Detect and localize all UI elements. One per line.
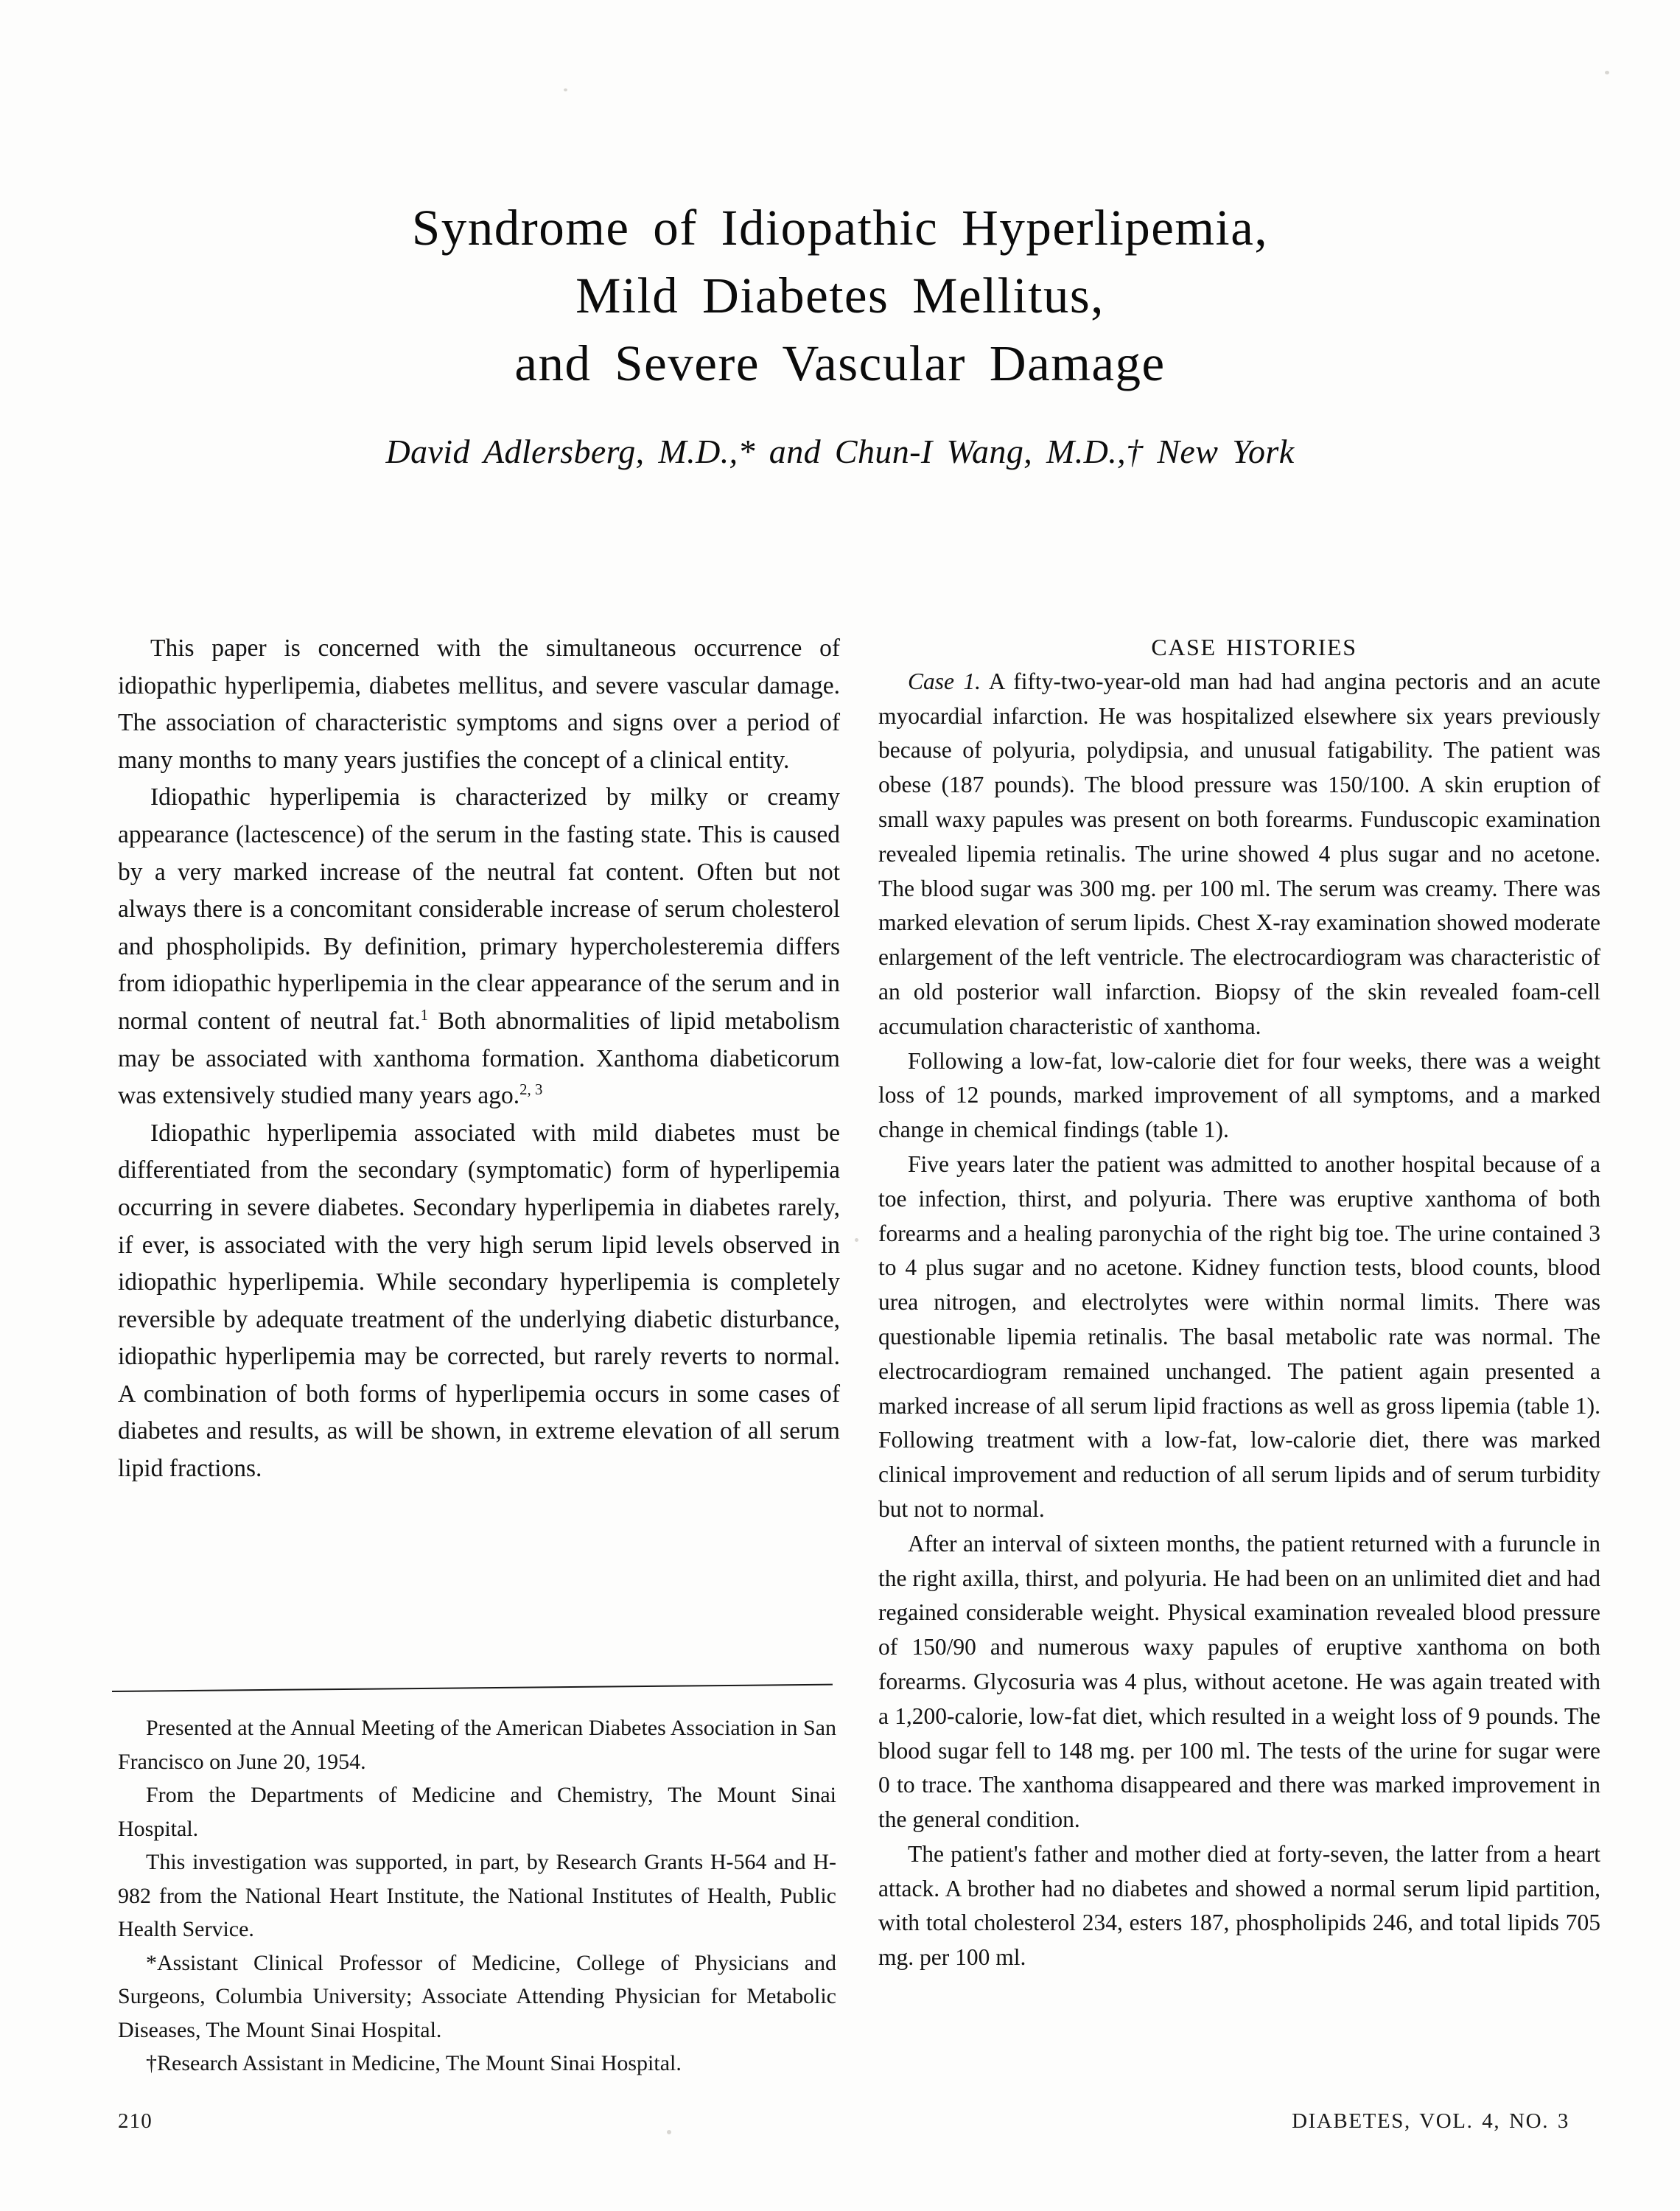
body-paragraph: The patient's father and mother died at forty-seven, the latter from a heart attack. A brother had no diabetes and showed a normal serum lipid partition, with total cholesterol 234, esters 187, phospholipids 246, and total lipids 705 mg. per 100 ml. — [878, 1840, 1600, 1971]
scan-speck — [564, 88, 567, 91]
case-label: Case 1. — [908, 668, 981, 694]
scan-speck — [1605, 71, 1609, 74]
section-heading-case-histories: CASE HISTORIES — [1151, 634, 1357, 660]
paragraph-text-part: Idiopathic hyperlipemia is characterized by milky or creamy appearance (lactescence) of the serum in the fasting state. This is caused by a very marked increase of the neutral fat content. Often but not always there is a concomitant considerable increase of serum cholesterol and phospholipids. By definition, primary hypercholesteremia differs from idiopathic hyperlipemia in the clear appearance of the serum and in normal content of neutral fat. — [118, 783, 840, 1035]
page-title-line-3: and Severe Vascular Damage — [514, 335, 1166, 391]
page-title-line-1: Syndrome of Idiopathic Hyperlipemia, — [411, 200, 1269, 256]
body-paragraph: Following a low-fat, low-calorie diet for four weeks, there was a weight loss of 12 pounds, marked improvement of all symptoms, and a marked change in chemical findings (table 1). — [878, 1047, 1600, 1143]
footnote-marker-1: 1 — [420, 1006, 429, 1024]
paragraph-text-part: Both abnormalities of lipid metabolism may be associated with xanthoma formation. Xanthoma diabeticorum was extensively studied many years ago. — [118, 1007, 840, 1110]
title-block — [111, 200, 1569, 471]
body-paragraph: After an interval of sixteen months, the patient returned with a furuncle in the right axilla, thirst, and polyuria. He had been on an unlimited diet and had regained considerable weight. Physical examination revealed blood pressure of 150/90 and numerous waxy papules of eruptive xanthoma on both forearms. Glycosuria was 4 plus, without acetone. He was again treated with a 1,200-calorie, low-fat diet, which resulted in a weight loss of 9 pounds. The blood sugar fell to 148 mg. per 100 ml. The tests of the urine for sugar were 0 to trace. The xanthoma disappeared and there was marked improvement in the general condition. — [878, 1530, 1600, 1833]
footnote-item: This investigation was supported, in part, by Research Grants H-564 and H-982 from the National Heart Institute, the National Institutes of Health, Public Health Service. — [118, 1850, 836, 1941]
body-paragraph: Idiopathic hyperlipemia associated with mild diabetes must be differentiated from the secondary (symptomatic) form of hyperlipemia occurring in severe diabetes. Secondary hyperlipemia in diabetes rarely, if ever, is associated with the very high serum lipid levels observed in idiopathic hyperlipemia. While secondary hyperlipemia is completely reversible by adequate treatment of the underlying diabetic disturbance, idiopathic hyperlipemia may be corrected, but rarely reverts to normal. A combination of both forms of hyperlipemia occurs in some cases of diabetes and results, as will be shown, in extreme elevation of all serum lipid fractions. — [118, 1119, 840, 1483]
footnote-block — [118, 1711, 836, 2081]
scan-speck — [855, 1238, 858, 1242]
paragraph-text-part: A fifty-two-year-old man had had angina pectoris and an acute myocardial infarction. He was hospitalized elsewhere six years previously because of polyuria, polydipsia, and unusual fatigability. The patient was obese (187 pounds). The blood pressure was 150/100. A skin eruption of small waxy papules was present on both forearms. Funduscopic examination revealed lipemia retinalis. The urine showed 4 plus sugar and no acetone. The blood sugar was 300 mg. per 100 ml. The serum was creamy. There was marked elevation of serum lipids. Chest X-ray examination showed moderate enlargement of the left ventricle. The electrocardiogram was characteristic of an old posterior wall infarction. Biopsy of the skin revealed foam-cell accumulation characteristic of xanthoma. — [878, 668, 1600, 1039]
footnote-item: †Research Assistant in Medicine, The Mount Sinai Hospital. — [146, 2051, 682, 2075]
scan-speck — [667, 2130, 671, 2134]
right-column — [878, 630, 1600, 1975]
page-number: 210 — [118, 2109, 153, 2133]
footnote-divider — [112, 1684, 833, 1692]
footnote-marker-2: 2, 3 — [519, 1080, 543, 1098]
body-paragraph: Five years later the patient was admitted to another hospital because of a toe infection, thirst, and polyuria. There was eruptive xanthoma of both forearms and a healing paronychia of the right big toe. The urine contained 3 to 4 plus sugar and no acetone. Kidney function tests, blood counts, blood urea nitrogen, and electrolytes were within normal limits. There was questionable lipemia retinalis. The basal metabolic rate was normal. The electrocardiogram remained unchanged. The patient again presented a marked increase of all serum lipid fractions as well as gross lipemia (table 1). Following treatment with a low-fat, low-calorie diet, there was marked clinical improvement and reduction of all serum lipids and of serum turbidity but not to normal. — [878, 1150, 1600, 1522]
footnote-item: *Assistant Clinical Professor of Medicine, College of Physicians and Surgeons, Columbia University; Associate Attending Physician for Metabolic Diseases, The Mount Sinai Hospital. — [118, 1950, 836, 2042]
body-paragraph: This paper is concerned with the simultaneous occurrence of idiopathic hyperlipemia, diabetes mellitus, and severe vascular damage. The association of characteristic symptoms and signs over a period of many months to many years justifies the concept of a clinical entity. — [118, 635, 840, 774]
left-column — [118, 630, 840, 1488]
footnote-item: From the Departments of Medicine and Chemistry, The Mount Sinai Hospital. — [118, 1783, 836, 1841]
author-byline: David Adlersberg, M.D.,* and Chun-I Wang, M.D.,† New York — [385, 433, 1295, 470]
footnote-item: Presented at the Annual Meeting of the American Diabetes Association in San Francisco on June 20, 1954. — [118, 1716, 836, 1774]
body-paragraph — [878, 665, 1600, 1044]
page-footer — [118, 2109, 1569, 2134]
page-title-line-2: Mild Diabetes Mellitus, — [575, 268, 1105, 324]
body-paragraph — [118, 779, 840, 1114]
journal-reference: DIABETES, VOL. 4, NO. 3 — [1292, 2109, 1569, 2133]
